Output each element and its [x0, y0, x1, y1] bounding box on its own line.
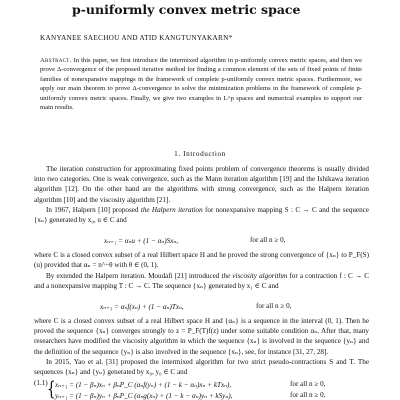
- equation-halpern-cond: for all n ≥ 0,: [250, 236, 286, 244]
- section-heading: 1. Introduction: [174, 150, 226, 158]
- equation-intermixed-x-condition: [290, 380, 325, 388]
- halpern-emphasis: the Halpern iteration: [140, 206, 203, 214]
- equation-intermixed-y-lhs: yₙ₊₁ = (1 − βₙ)yₙ + βₙP_C (αₙg(xₙ) + (1 − k − αₙ)yₙ + kSyₙ),: [55, 392, 233, 400]
- paragraph-intermixed: In 2015, Yao et al. [31] proposed the intermixed algorithm for two strict pseudo-contractions S and T. The sequences {xₙ} and {yₙ} generated by x₀, y₀ ∈ C and: [34, 358, 369, 377]
- left-brace: {: [46, 376, 56, 400]
- equation-intermixed-x-cond: for all n ≥ 0,: [290, 380, 326, 388]
- halpern-text-b: for nonexpansive mapping S : C → C and the sequence {xₙ} generated by x₀, u ∈ C and: [34, 206, 369, 225]
- paper-title: p-uniformly convex metric space: [72, 2, 301, 17]
- viscosity-text-a: By extended the Halpern iteration. Moudafi [21] introduced: [46, 272, 222, 280]
- paragraph-viscosity-result: where C is a closed convex subset of a real Hilbert space H and {αₙ} is a sequence in the interval (0, 1). Then he proved the sequence {xₙ} converges strongly to z = P_F(T)f(z) under some suitable condition αₙ. After that, many researchers have modified the viscosity algorithm in which the sequence {xₙ} is involved in the sequence {yₙ} and the definition of the sequence {yₙ} is also involved in the sequence {xₙ}, see, for instance [31, 27, 28].: [34, 317, 369, 356]
- equation-viscosity-cond: for all n ≥ 0,: [256, 302, 292, 310]
- equation-intermixed-x: [55, 380, 231, 389]
- paragraph-halpern-result: where C is a closed convex subset of a real Hilbert space H and he proved the strong convergence of {xₙ} to P_F(S)(u) provided that αₙ = n^−θ with θ ∈ (0, 1).: [34, 251, 369, 270]
- equation-viscosity-condition: [256, 302, 291, 310]
- paragraph-viscosity: [34, 271, 369, 291]
- abstract-text: In this paper, we first introduce the intermixed algorithm in p-uniformly convex metric spaces, and then we prove Δ-convergence of the proposed iterative method for finding a common element of the sets of fixed points of finite families of nonexpansive mappings in the framework of complete p-uniformly convex metric spaces. Furthermore, we apply our main theorem to prove Δ-convergence to solve the minimization problems in the framework of complete p-uniformly convex metric spaces. Finally, we give two examples in L^p spaces and numerical examples to support our main results.: [40, 57, 362, 112]
- viscosity-text-b: for a contraction f : C → C and a nonexpansive mapping T : C → C. The sequence {xₙ} generated by x₁ ∈ C and: [34, 272, 369, 291]
- viscosity-emphasis: the viscosity algorithm: [221, 272, 288, 280]
- equation-intermixed-y-condition: [290, 391, 325, 399]
- author-line: KANYANEE SAECHOU AND ATID KANGTUNYAKARN*: [40, 34, 233, 42]
- equation-intermixed-y-cond: for all n ≥ 0,: [290, 391, 326, 399]
- equation-number: (1.1): [34, 379, 48, 387]
- equation-intermixed-x-lhs: xₙ₊₁ = (1 − βₙ)xₙ + βₙP_C (αₙf(yₙ) + (1 − k − αₙ)xₙ + kTxₙ),: [55, 381, 232, 389]
- paragraph-halpern: [34, 205, 369, 225]
- abstract: [40, 56, 362, 112]
- equation-halpern-lhs: xₙ₊₁ = αₙu + (1 − αₙ)Sxₙ,: [104, 237, 179, 245]
- equation-halpern-condition: [250, 236, 285, 244]
- equation-intermixed-y: [55, 391, 232, 400]
- halpern-text-a: In 1967, Halpern [10] proposed: [46, 206, 141, 214]
- abstract-label: Abstract.: [40, 57, 72, 64]
- equation-halpern: [104, 236, 178, 245]
- equation-viscosity: [100, 302, 184, 311]
- equation-viscosity-lhs: xₙ₊₁ = αₙf(xₙ) + (1 − αₙ)Txₙ,: [100, 303, 184, 311]
- paragraph-intro: The iteration construction for approximating fixed points problem of convergence theorems is usually divided into two categories. One is weak convergence, such as the Mann iteration algorithm [19] and the Ishikawa iteration algorithm [12]. On the other hand are the algorithms with strong convergence, such as the Halpern iteration algorithm [10] and the viscosity algorithm [21].: [34, 165, 369, 204]
